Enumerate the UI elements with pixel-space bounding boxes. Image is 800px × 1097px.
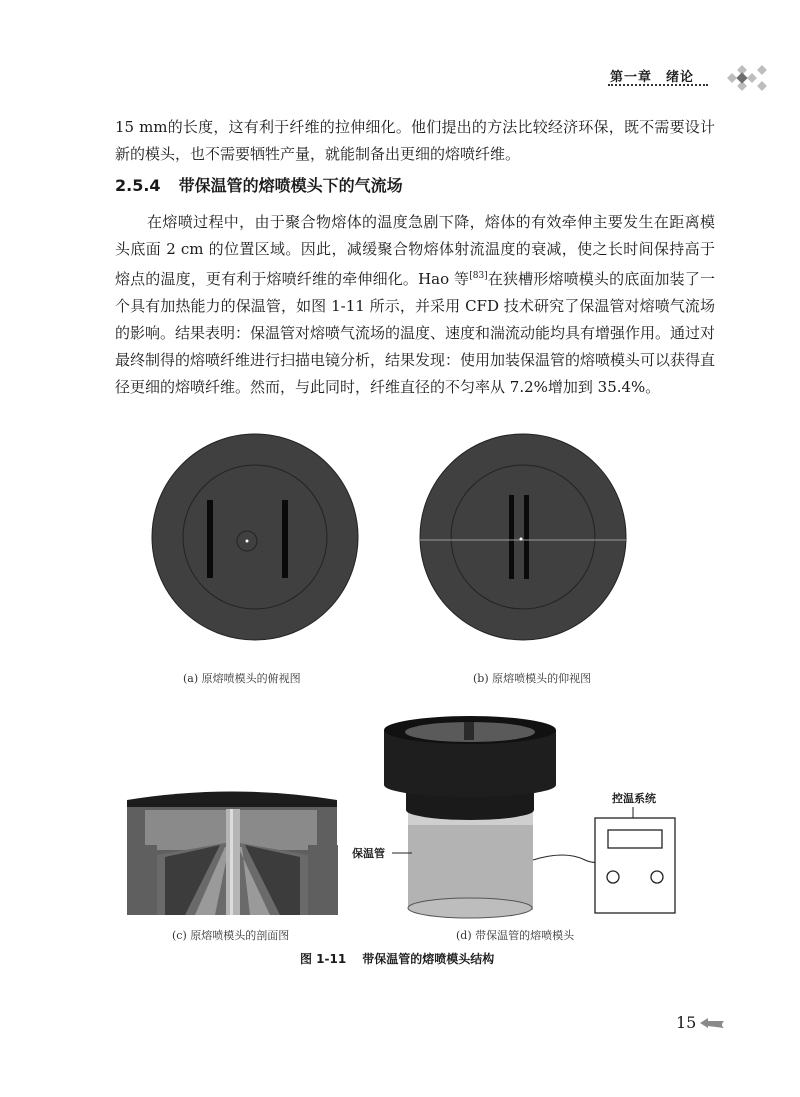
section-title: 带保温管的熔喷模头下的气流场 [178,176,403,195]
body-paragraph [115,209,715,401]
citation-ref[interactable]: [83] [469,271,488,281]
body-paragraph-text [115,209,715,401]
header-diamond-decoration-icon [718,60,778,96]
caption-b: (b) 原熔喷模头的仰视图 [473,672,592,685]
page-arrow-icon [698,1016,726,1030]
label-temp-control-system: 控温系统 [612,792,656,805]
figure-title-text: 带保温管的熔喷模头结构 [362,952,495,966]
label-insulation-tube: 保温管 [352,847,385,860]
figure-number: 图 1-11 [300,952,347,966]
caption-a: (a) 原熔喷模头的俯视图 [183,672,301,685]
caption-c: (c) 原熔喷模头的剖面图 [172,929,290,942]
figure-b-bottom-view-image [418,432,628,642]
intro-paragraph-text: 15 mm的长度，这有利于纤维的拉伸细化。他们提出的方法比较经济环保，既不需要设计新的模头，也不需要牺牲产量，就能制备出更细的熔喷纤维。 [115,118,715,163]
section-heading [115,173,403,196]
section-number: 2.5.4 [115,176,161,195]
intro-paragraph [115,114,715,168]
figure-a-top-view-image [150,432,360,642]
page-number: 15 [676,1013,697,1032]
body-text-part1: 在熔喷过程中，由于聚合物熔体的温度急剧下降，熔体的有效牵伸主要发生在距离模头底面 2 cm 的位置区域。因此，减缓聚合物熔体射流温度的衰减，使之长时间保持高于熔点的温度，更有利于熔喷纤维的牵伸细化。Hao 等 [115,213,715,288]
figure-d-insulated-die-image [350,710,730,920]
chapter-title: 第一章 绪论 [610,70,695,85]
caption-d: (d) 带保温管的熔喷模头 [456,929,575,942]
figure-title [300,950,494,967]
running-header [600,60,790,100]
figure-c-section-view-image [125,785,340,915]
header-dotted-rule [608,84,708,86]
body-text-part2: 在狭槽形熔喷模头的底面加装了一个具有加热能力的保温管，如图 1-11 所示，并采用 CFD 技术研究了保温管对熔喷气流场的影响。结果表明：保温管对熔喷气流场的温度、速度和湍流动能均具有增强作用。通过对最终制得的熔喷纤维进行扫描电镜分析，结果发现：使用加装保温管的熔喷模头可以获得直径更细的熔喷纤维。然而，与此同时，纤维直径的不匀率从 7.2%增加到 35.4%。 [115,270,716,396]
